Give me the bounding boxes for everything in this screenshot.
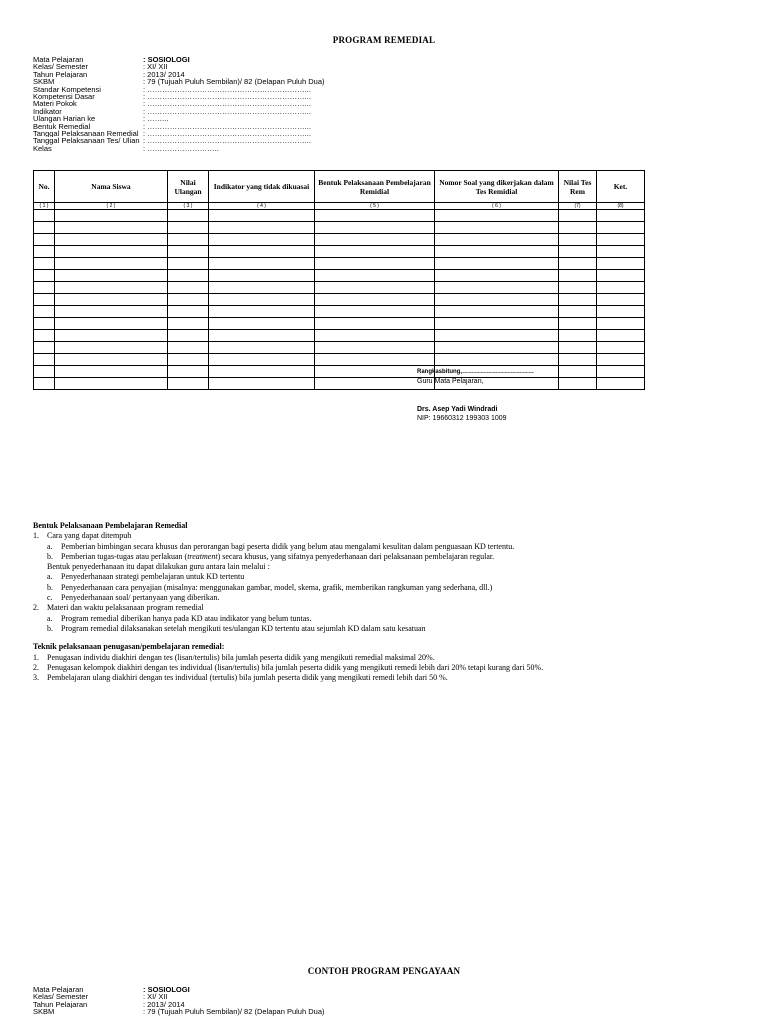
table-cell bbox=[168, 306, 209, 318]
table-cell bbox=[315, 342, 435, 354]
table-cell bbox=[55, 246, 168, 258]
table-header-row bbox=[34, 171, 645, 203]
table-cell bbox=[55, 282, 168, 294]
table-cell bbox=[209, 330, 315, 342]
info-label: Materi Pokok bbox=[33, 100, 77, 108]
column-number-row bbox=[34, 203, 645, 210]
list-item bbox=[33, 653, 733, 663]
header-bentuk-pelaksanaan: Bentuk Pelaksanaan Pembelajaran Remidial bbox=[315, 171, 435, 203]
list-item bbox=[33, 593, 733, 603]
info-value: : ………………………………………………………... bbox=[143, 121, 311, 131]
table-cell bbox=[315, 234, 435, 246]
table-cell bbox=[209, 234, 315, 246]
info-value: : ……... bbox=[143, 114, 169, 124]
header-nomor-soal: Nomor Soal yang dikerjakan dalam Tes Remidial bbox=[435, 171, 559, 203]
header-ket: Ket. bbox=[597, 171, 645, 203]
table-cell bbox=[34, 306, 55, 318]
list-marker: 2. bbox=[33, 662, 39, 672]
list-text-part: Pemberian tugas-tugas atau perlakuan ( bbox=[61, 551, 188, 561]
table-row bbox=[34, 342, 645, 354]
info-value: : ………………………………………………………... bbox=[143, 128, 311, 138]
info-row bbox=[33, 108, 325, 115]
table-cell bbox=[597, 246, 645, 258]
table-cell bbox=[55, 294, 168, 306]
table-cell bbox=[55, 366, 168, 378]
table-cell bbox=[435, 354, 559, 366]
table-cell bbox=[34, 366, 55, 378]
list-marker: a. bbox=[47, 572, 53, 582]
info-label: Standar Kompetensi bbox=[33, 85, 101, 93]
table-cell bbox=[34, 294, 55, 306]
info-value: : ………………………………………………………... bbox=[143, 84, 311, 94]
column-number: ( 3 ) bbox=[168, 203, 209, 210]
table-cell bbox=[209, 282, 315, 294]
info-value: : 2013/ 2014 bbox=[143, 999, 185, 1009]
table-cell bbox=[168, 222, 209, 234]
list-item bbox=[33, 572, 733, 582]
table-cell bbox=[435, 342, 559, 354]
info-label: Ulangan Harian ke bbox=[33, 115, 96, 123]
info-value: : XI/ XII bbox=[143, 992, 168, 1002]
table-cell bbox=[315, 330, 435, 342]
list-marker: a. bbox=[47, 613, 53, 623]
table-cell bbox=[209, 378, 315, 390]
list-text: Penyederhanaan cara penyajian (misalnya: menggunakan gambar, model, skema, grafik, memberikan rangkuman yang sederhana, dll.) bbox=[61, 582, 493, 592]
table-cell bbox=[559, 234, 597, 246]
table-cell bbox=[315, 306, 435, 318]
table-cell bbox=[315, 354, 435, 366]
table-cell bbox=[435, 246, 559, 258]
table-cell bbox=[559, 318, 597, 330]
info-label: Tanggal Pelaksanaan Tes/ Ulian bbox=[33, 137, 140, 145]
list-text: Program remedial dilaksanakan setelah mengikuti tes/ulangan KD tertentu atau sejumlah KD dalam satu kesatuan bbox=[61, 623, 426, 633]
list-marker: 1. bbox=[33, 531, 39, 541]
table-cell bbox=[55, 306, 168, 318]
column-number: ( 4 ) bbox=[209, 203, 315, 210]
table-cell bbox=[55, 342, 168, 354]
info-label: SKBM bbox=[33, 1008, 55, 1016]
table-cell bbox=[315, 258, 435, 270]
list-item bbox=[33, 552, 733, 562]
table-cell bbox=[597, 378, 645, 390]
table-cell bbox=[34, 270, 55, 282]
table-cell bbox=[55, 234, 168, 246]
table-cell bbox=[435, 294, 559, 306]
remedial-guidelines bbox=[33, 521, 733, 683]
table-row bbox=[34, 258, 645, 270]
list-text: Cara yang dapat ditempuh bbox=[47, 531, 132, 541]
table-cell bbox=[597, 258, 645, 270]
info-label: Bentuk Remedial bbox=[33, 122, 91, 130]
table-cell bbox=[34, 258, 55, 270]
table-cell bbox=[315, 246, 435, 258]
table-row bbox=[34, 306, 645, 318]
signature-block bbox=[417, 368, 534, 423]
table-row bbox=[34, 246, 645, 258]
table-cell bbox=[559, 282, 597, 294]
info-row bbox=[33, 56, 325, 63]
info-row bbox=[33, 1008, 325, 1015]
table-cell bbox=[168, 270, 209, 282]
table-cell bbox=[315, 294, 435, 306]
header-no: No. bbox=[34, 171, 55, 203]
list-item bbox=[33, 624, 733, 634]
list-marker: b. bbox=[47, 623, 53, 633]
info-label: Indikator bbox=[33, 107, 62, 116]
header-nama-siswa: Nama Siswa bbox=[55, 171, 168, 203]
info-label: SKBM bbox=[33, 78, 55, 86]
table-cell bbox=[435, 306, 559, 318]
table-cell bbox=[597, 222, 645, 234]
table-row bbox=[34, 270, 645, 282]
table-cell bbox=[55, 330, 168, 342]
table-row bbox=[34, 210, 645, 222]
table-cell bbox=[559, 342, 597, 354]
table-row bbox=[34, 282, 645, 294]
list-text-emphasis: treatment bbox=[187, 551, 218, 561]
list-marker: 3. bbox=[33, 673, 39, 683]
table-cell bbox=[168, 354, 209, 366]
info-value: : SOSIOLOGI bbox=[143, 985, 190, 994]
list-marker: 1. bbox=[33, 652, 39, 662]
table-cell bbox=[34, 234, 55, 246]
table-cell bbox=[597, 306, 645, 318]
list-marker: a. bbox=[47, 541, 53, 551]
info-label: Mata Pelajaran bbox=[33, 56, 84, 64]
list-text: Pemberian bimbingan secara khusus dan perorangan bagi peserta didik yang belum atau mengalami kesulitan dalam penguasaan KD tertentu. bbox=[61, 541, 515, 551]
info-label: Kelas/ Semester bbox=[33, 63, 89, 71]
list-text: Pembelajaran ulang diakhiri dengan tes individual (tertulis) bila jumlah peserta didik yang mengikuti remedi lebih dari 50 %. bbox=[47, 673, 448, 683]
list-text: Penugasan individu diakhiri dengan tes (lisan/tertulis) bila jumlah peserta didik yang mengikuti remedial maksimal 20%. bbox=[47, 652, 435, 662]
table-cell bbox=[209, 306, 315, 318]
list-marker: b. bbox=[47, 551, 53, 561]
info-block-remedial bbox=[33, 56, 325, 152]
list-text: Penyederhanaan strategi pembelajaran untuk KD tertentu bbox=[61, 572, 245, 582]
header-indikator: Indikator yang tidak dikuasai bbox=[209, 171, 315, 203]
table-row bbox=[34, 366, 645, 378]
info-label: Kelas bbox=[33, 144, 52, 153]
column-number: (8) bbox=[597, 203, 645, 210]
table-cell bbox=[559, 378, 597, 390]
table-cell bbox=[168, 342, 209, 354]
info-value: : SOSIOLOGI bbox=[143, 55, 190, 64]
info-value: : XI/ XII bbox=[143, 62, 168, 72]
column-number: (7) bbox=[559, 203, 597, 210]
list-item bbox=[33, 603, 733, 613]
table-cell bbox=[435, 282, 559, 294]
list-marker: b. bbox=[47, 582, 53, 592]
list-item bbox=[33, 542, 733, 552]
table-cell bbox=[209, 246, 315, 258]
column-number: ( 5 ) bbox=[315, 203, 435, 210]
header-nilai-tes-rem: Nilai Tes Rem bbox=[559, 171, 597, 203]
table-row bbox=[34, 354, 645, 366]
table-cell bbox=[597, 210, 645, 222]
list-text: Materi dan waktu pelaksanaan program remedial bbox=[47, 603, 204, 613]
table-cell bbox=[559, 270, 597, 282]
table-cell bbox=[559, 330, 597, 342]
table-cell bbox=[559, 294, 597, 306]
header-nilai-ulangan: Nilai Ulangan bbox=[168, 171, 209, 203]
table-cell bbox=[34, 222, 55, 234]
table-cell bbox=[209, 294, 315, 306]
table-cell bbox=[168, 282, 209, 294]
table-cell bbox=[168, 318, 209, 330]
info-label: Tanggal Pelaksanaan Remedial bbox=[33, 129, 139, 138]
list-text bbox=[61, 552, 494, 562]
info-row bbox=[33, 145, 325, 152]
table-cell bbox=[435, 234, 559, 246]
list-item bbox=[33, 673, 733, 683]
info-value: : 2013/ 2014 bbox=[143, 69, 185, 79]
info-value: : ……………………….. bbox=[143, 143, 219, 153]
table-cell bbox=[597, 318, 645, 330]
table-cell bbox=[597, 342, 645, 354]
info-label: Kompetensi Dasar bbox=[33, 92, 95, 101]
table-cell bbox=[435, 318, 559, 330]
table-cell bbox=[559, 222, 597, 234]
table-cell bbox=[559, 258, 597, 270]
table-cell bbox=[168, 258, 209, 270]
info-value: : ………………………………………………………... bbox=[143, 106, 311, 116]
list-text: Penyederhanaan soal/ pertanyaan yang diberikan. bbox=[61, 593, 220, 603]
table-cell bbox=[55, 354, 168, 366]
table-cell bbox=[597, 354, 645, 366]
table-cell bbox=[435, 270, 559, 282]
column-number: ( 2 ) bbox=[55, 203, 168, 210]
teacher-nip: NIP: 19660312 199303 1009 bbox=[417, 415, 507, 422]
table-cell bbox=[559, 354, 597, 366]
place-date: Rangkasbitung,……………………………… bbox=[417, 369, 535, 375]
page-title: PROGRAM REMEDIAL bbox=[332, 35, 436, 45]
table-cell bbox=[168, 294, 209, 306]
table-cell bbox=[209, 258, 315, 270]
table-cell bbox=[34, 330, 55, 342]
table-cell bbox=[559, 210, 597, 222]
table-cell bbox=[168, 366, 209, 378]
info-label: Tahun Pelajaran bbox=[33, 70, 88, 79]
section-title-pengayaan: CONTOH PROGRAM PENGAYAAN bbox=[307, 966, 461, 976]
table-cell bbox=[597, 282, 645, 294]
list-item bbox=[33, 583, 733, 593]
info-label: Mata Pelajaran bbox=[33, 986, 84, 994]
table-cell bbox=[168, 246, 209, 258]
info-block-pengayaan bbox=[33, 986, 325, 1016]
table-cell bbox=[209, 222, 315, 234]
table-cell bbox=[34, 246, 55, 258]
list-item bbox=[33, 531, 733, 541]
table-cell bbox=[209, 210, 315, 222]
table-cell bbox=[315, 318, 435, 330]
table-cell bbox=[435, 210, 559, 222]
table-cell bbox=[209, 342, 315, 354]
table-row bbox=[34, 234, 645, 246]
info-value: : 79 (Tujuah Puluh Sembilan)/ 82 (Delapan Puluh Dua) bbox=[143, 1007, 325, 1017]
info-label: Tahun Pelajaran bbox=[33, 1000, 88, 1009]
table-cell bbox=[209, 318, 315, 330]
section-heading-teknik: Teknik pelaksanaan penugasan/pembelajaran remedial: bbox=[33, 642, 225, 652]
info-value: : ………………………………………………………... bbox=[143, 99, 311, 109]
table-cell bbox=[34, 282, 55, 294]
table-cell bbox=[34, 378, 55, 390]
table-row bbox=[34, 222, 645, 234]
table-cell bbox=[597, 294, 645, 306]
list-item bbox=[33, 663, 733, 673]
list-text: Program remedial diberikan hanya pada KD atau indikator yang belum tuntas. bbox=[61, 613, 312, 623]
table-row bbox=[34, 294, 645, 306]
table-cell bbox=[34, 354, 55, 366]
info-value: : 79 (Tujuah Puluh Sembilan)/ 82 (Delapan Puluh Dua) bbox=[143, 77, 325, 87]
table-cell bbox=[34, 342, 55, 354]
table-cell bbox=[55, 270, 168, 282]
info-label: Kelas/ Semester bbox=[33, 993, 89, 1001]
table-cell bbox=[435, 258, 559, 270]
table-cell bbox=[209, 366, 315, 378]
table-cell bbox=[55, 258, 168, 270]
table-cell bbox=[315, 210, 435, 222]
table-cell bbox=[209, 270, 315, 282]
table-cell bbox=[168, 330, 209, 342]
table-cell bbox=[559, 246, 597, 258]
table-row bbox=[34, 330, 645, 342]
table-cell bbox=[168, 234, 209, 246]
table-cell bbox=[597, 366, 645, 378]
table-cell bbox=[209, 354, 315, 366]
teacher-name: Drs. Asep Yadi Windradi bbox=[417, 406, 498, 413]
table-cell bbox=[34, 318, 55, 330]
table-row bbox=[34, 378, 645, 390]
list-text: Penugasan kelompok diakhiri dengan tes individual (lisan/tertulis) bila jumlah peserta didik yang mengikuti remedi lebih dari 20% tetapi kurang dari 50%. bbox=[47, 662, 544, 672]
list-item bbox=[33, 614, 733, 624]
table-cell bbox=[315, 270, 435, 282]
table-cell bbox=[597, 270, 645, 282]
list-text-part: ) secara khusus, yang sifatnya penyederhanaan dari pelaksanaan pembelajaran regular. bbox=[217, 551, 495, 561]
column-number: ( 6 ) bbox=[435, 203, 559, 210]
table-cell bbox=[55, 210, 168, 222]
table-cell bbox=[168, 210, 209, 222]
column-number: ( 1 ) bbox=[34, 203, 55, 210]
table-cell bbox=[55, 378, 168, 390]
table-cell bbox=[34, 210, 55, 222]
remedial-table bbox=[33, 170, 645, 390]
table-row bbox=[34, 318, 645, 330]
table-cell bbox=[559, 366, 597, 378]
info-value: : ………………………………………………………... bbox=[143, 91, 311, 101]
table-cell bbox=[597, 330, 645, 342]
table-cell bbox=[168, 378, 209, 390]
table-cell bbox=[315, 282, 435, 294]
section-heading-bentuk: Bentuk Pelaksanaan Pembelajaran Remedial bbox=[33, 521, 188, 530]
table-cell bbox=[55, 318, 168, 330]
signature-role: Guru Mata Pelajaran, bbox=[417, 378, 484, 385]
table-cell bbox=[597, 234, 645, 246]
spacer bbox=[33, 634, 733, 642]
sub-intro: Bentuk penyederhanaan itu dapat dilakukan guru antara lain melalui : bbox=[47, 562, 270, 572]
info-row bbox=[33, 986, 325, 993]
list-marker: 2. bbox=[33, 603, 39, 613]
table-cell bbox=[315, 222, 435, 234]
table-cell bbox=[55, 222, 168, 234]
table-cell bbox=[435, 330, 559, 342]
table-cell bbox=[435, 222, 559, 234]
info-value: : ………………………………………………………... bbox=[143, 136, 311, 146]
table-cell bbox=[559, 306, 597, 318]
list-marker: c. bbox=[47, 593, 53, 603]
